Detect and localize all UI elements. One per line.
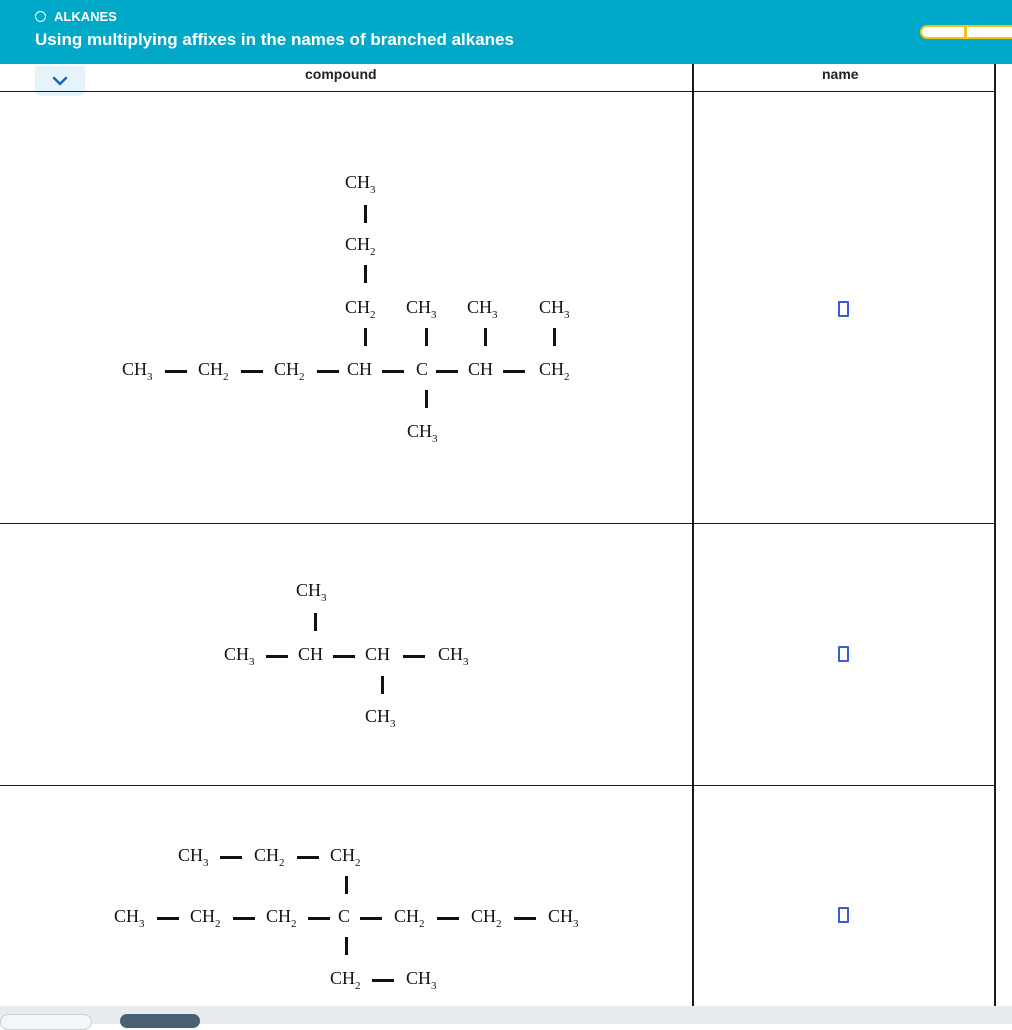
answer-input-1[interactable] [838,301,849,317]
bond [425,328,428,346]
footer-button-primary[interactable] [120,1014,200,1028]
progress-marker [964,26,967,38]
formula-group: $CH_2$ [190,906,221,930]
bond [220,856,242,859]
table-right-border [994,64,996,1006]
formula-group: $CH_2$ [471,906,502,930]
formula-group: $CH_3$ [178,845,209,869]
formula-group: $CH_2$ [394,906,425,930]
chevron-down-icon [52,76,68,86]
answer-input-3[interactable] [838,907,849,923]
formula-group: $CH_3$ [407,421,438,445]
formula-group: $CH_3$ [406,968,437,992]
bond [266,655,288,658]
bond [360,917,382,920]
formula-group: $CH_2$ [254,845,285,869]
footer-button-secondary[interactable] [0,1014,92,1030]
bond [308,917,330,920]
bond [241,370,263,373]
bond [364,265,367,283]
bond [403,655,425,658]
bond [364,328,367,346]
formula-group: CH [365,644,391,664]
page-title: Using multiplying affixes in the names of branched alkanes [35,30,514,49]
bond [484,328,487,346]
formula-group: $CH_3$ [539,297,570,321]
formula-group: $CH_3$ [467,297,498,321]
bond [157,917,179,920]
topic-label [35,9,117,24]
topic-text: ALKANES [54,9,117,24]
formula-group: $CH_3$ [406,297,437,321]
bond [345,937,348,955]
bond [553,328,556,346]
formula-group: $CH_3$ [122,359,153,383]
formula-group: $CH_2$ [330,968,361,992]
progress-bar [920,25,1012,39]
bond [345,876,348,894]
bond [436,370,458,373]
bond [372,979,394,982]
column-header-name: name [822,66,859,82]
formula-group: $CH_3$ [365,706,396,730]
bond [425,390,428,408]
formula-group: $CH_3$ [548,906,579,930]
formula-group: $CH_2$ [330,845,361,869]
formula-group: $CH_2$ [198,359,229,383]
formula-group: $CH_3$ [296,580,327,604]
table-column-divider [692,64,694,1006]
bond [333,655,355,658]
bond [503,370,525,373]
bond [437,917,459,920]
formula-group: $CH_2$ [266,906,297,930]
bond [314,613,317,631]
column-header-compound: compound [305,66,377,82]
formula-group: $CH_3$ [114,906,145,930]
bond [233,917,255,920]
bond [514,917,536,920]
answer-input-2[interactable] [838,646,849,662]
formula-group: CH [347,359,373,379]
formula-group: $CH_2$ [345,297,376,321]
bond [381,676,384,694]
bond [364,205,367,223]
table-row-divider [0,523,996,524]
formula-group: $CH_2$ [274,359,305,383]
formula-group: $CH_2$ [345,234,376,258]
header-bar [0,0,1012,64]
bond [317,370,339,373]
formula-group: CH [468,359,494,379]
formula-group: $CH_2$ [539,359,570,383]
formula-group: $CH_3$ [345,172,376,196]
bond [165,370,187,373]
formula-group: CH [298,644,324,664]
table-row-divider [0,785,996,786]
bond [297,856,319,859]
formula-group: C [416,359,429,379]
bond [382,370,404,373]
formula-group: C [338,906,351,926]
circle-icon [35,11,46,22]
formula-group: $CH_3$ [438,644,469,668]
formula-group: $CH_3$ [224,644,255,668]
table-header-divider [0,91,996,92]
